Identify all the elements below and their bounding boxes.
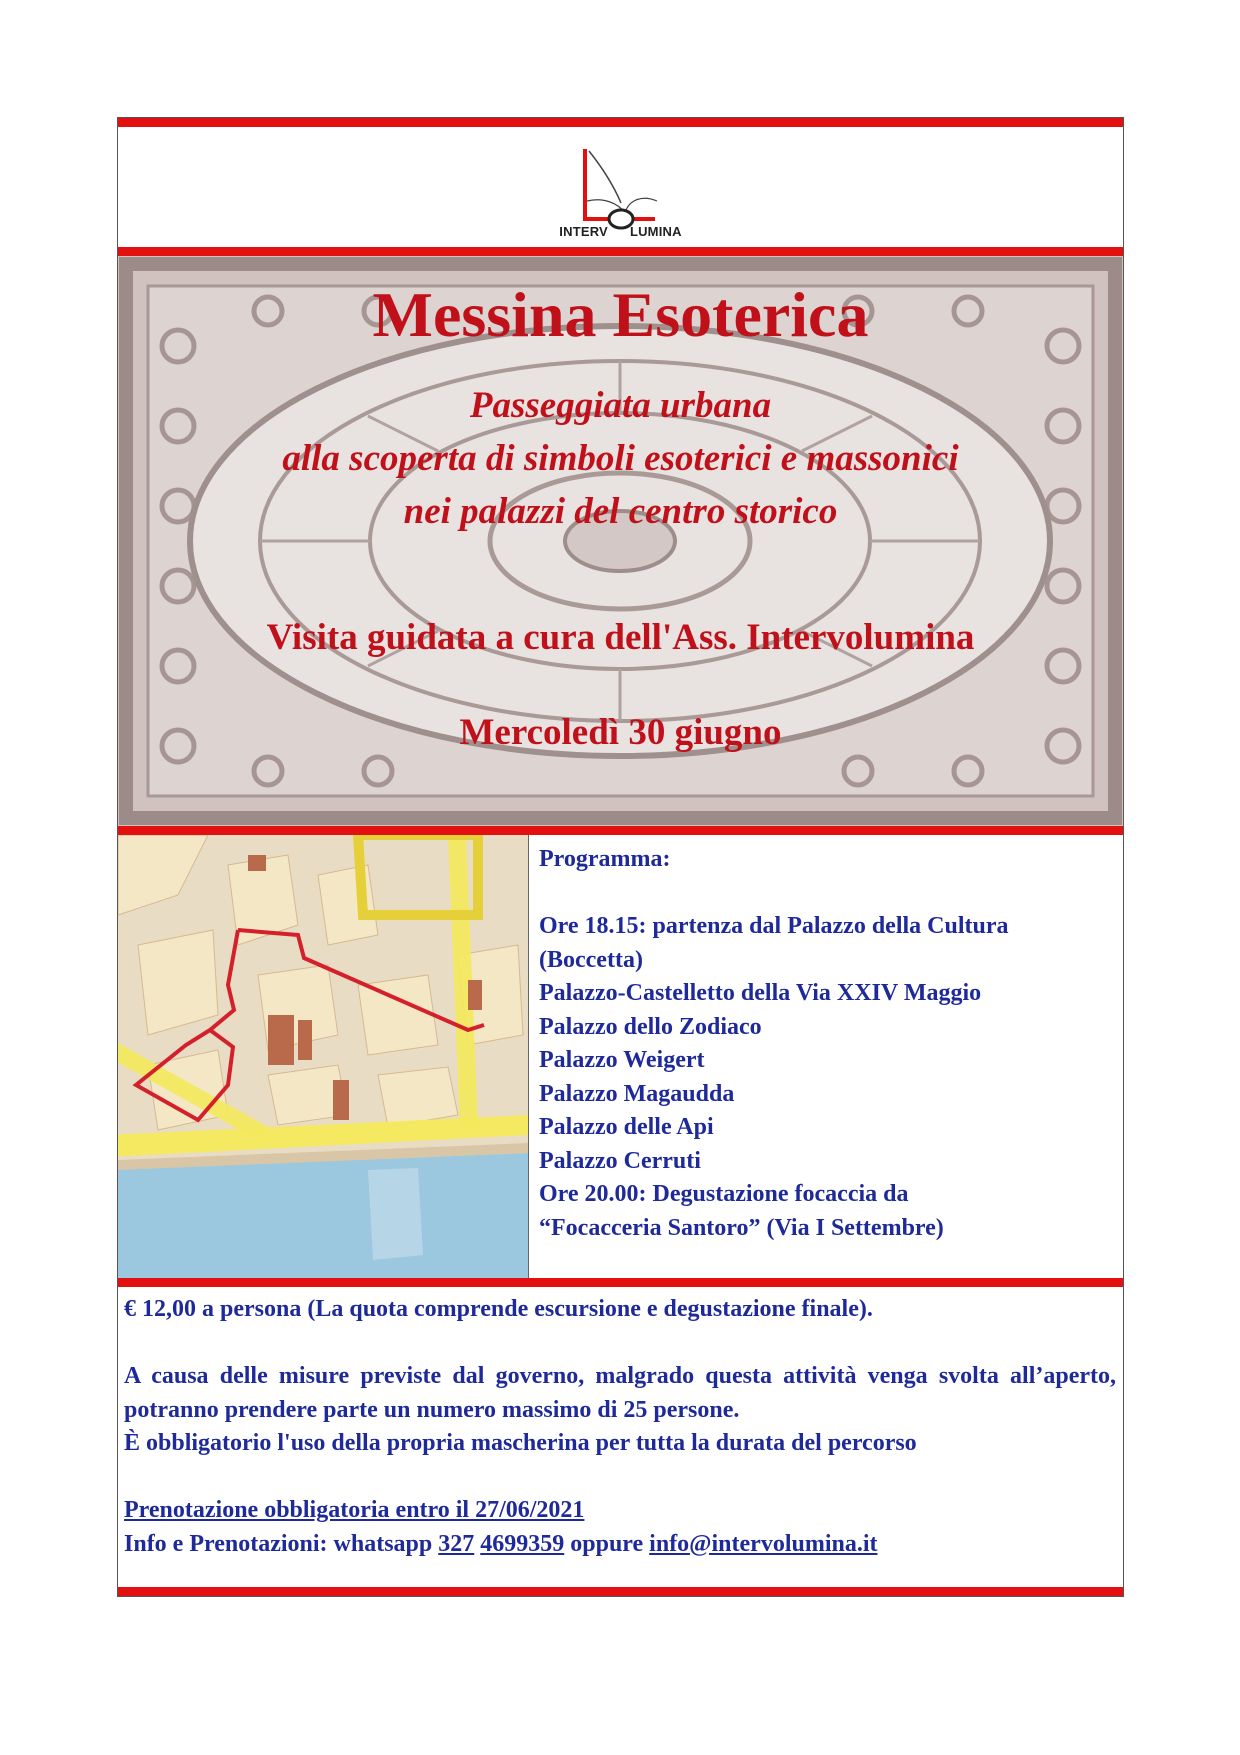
program-list <box>539 843 1119 1245</box>
program-item: Palazzo-Castelletto della Via XXIV Maggio <box>539 980 982 1006</box>
program-item: Palazzo dello Zodiaco <box>539 1013 762 1040</box>
route-map-image <box>118 835 529 1278</box>
program-spacer <box>539 877 1119 911</box>
subtitle-line-3: nei palazzi del centro storico <box>403 491 838 532</box>
contact-line <box>124 1528 1116 1562</box>
hero-banner <box>118 256 1123 826</box>
intervolumina-logo <box>118 127 1123 247</box>
program-item: Palazzo Magaudda <box>539 1080 735 1107</box>
contact-or: oppure <box>570 1530 644 1557</box>
booking-required-link[interactable]: Prenotazione obbligatoria entro il 27/06/2021 <box>124 1497 585 1523</box>
info-section <box>124 1293 1116 1561</box>
contact-prefix: Info e Prenotazioni: whatsapp <box>124 1530 433 1557</box>
mask-line: È obbligatorio l'uso della propria mascherina per tutta la durata del percorso <box>124 1430 917 1456</box>
hero-text <box>118 256 1123 826</box>
program-item: Palazzo delle Api <box>539 1114 714 1140</box>
logo-text <box>118 224 1123 239</box>
info-spacer <box>124 1327 1116 1361</box>
phone-link-number[interactable]: 4699359 <box>480 1530 565 1557</box>
logo-mark-icon <box>543 141 703 231</box>
bottom-red-bar <box>118 1587 1123 1596</box>
program-item: “Focacceria Santoro” (Via I Settembre) <box>539 1214 944 1241</box>
top-red-bar <box>118 118 1123 127</box>
info-spacer <box>124 1461 1116 1495</box>
price-line: € 12,00 a persona (La quota comprende escursione e degustazione finale). <box>124 1296 873 1322</box>
program-item: Ore 20.00: Degustazione focaccia da <box>539 1181 909 1207</box>
logo-text-left: INTERV <box>559 224 608 239</box>
program-item: Palazzo Weigert <box>539 1047 705 1073</box>
program-item: Ore 18.15: partenza dal Palazzo della Cultura <box>539 913 1009 939</box>
route-map <box>118 835 529 1278</box>
logo-text-right: LUMINA <box>629 224 682 239</box>
event-title: Messina Esoterica <box>372 279 869 350</box>
poster <box>117 117 1124 1597</box>
rules-paragraph: A causa delle misure previste dal governo, malgrado questa attività venga svolta all’aperto, potranno prendere parte un numero massimo di 25 persone. <box>124 1363 1116 1423</box>
program-item: (Boccetta) <box>539 946 643 973</box>
subtitle-line-1: Passeggiata urbana <box>469 385 772 426</box>
program-item: Palazzo Cerruti <box>539 1147 701 1174</box>
logo-divider-bar <box>118 247 1123 256</box>
program-divider-bar <box>118 1278 1123 1287</box>
email-link[interactable]: info@intervolumina.it <box>649 1530 878 1557</box>
subtitle-line-2: alla scoperta di simboli esoterici e massonici <box>282 438 959 479</box>
event-date: Mercoledì 30 giugno <box>459 712 782 753</box>
hero-divider-bar <box>118 826 1123 835</box>
program-heading: Programma: <box>539 846 671 872</box>
guided-tour-line: Visita guidata a cura dell'Ass. Intervolumina <box>266 617 975 658</box>
phone-link-prefix[interactable]: 327 <box>438 1530 475 1557</box>
